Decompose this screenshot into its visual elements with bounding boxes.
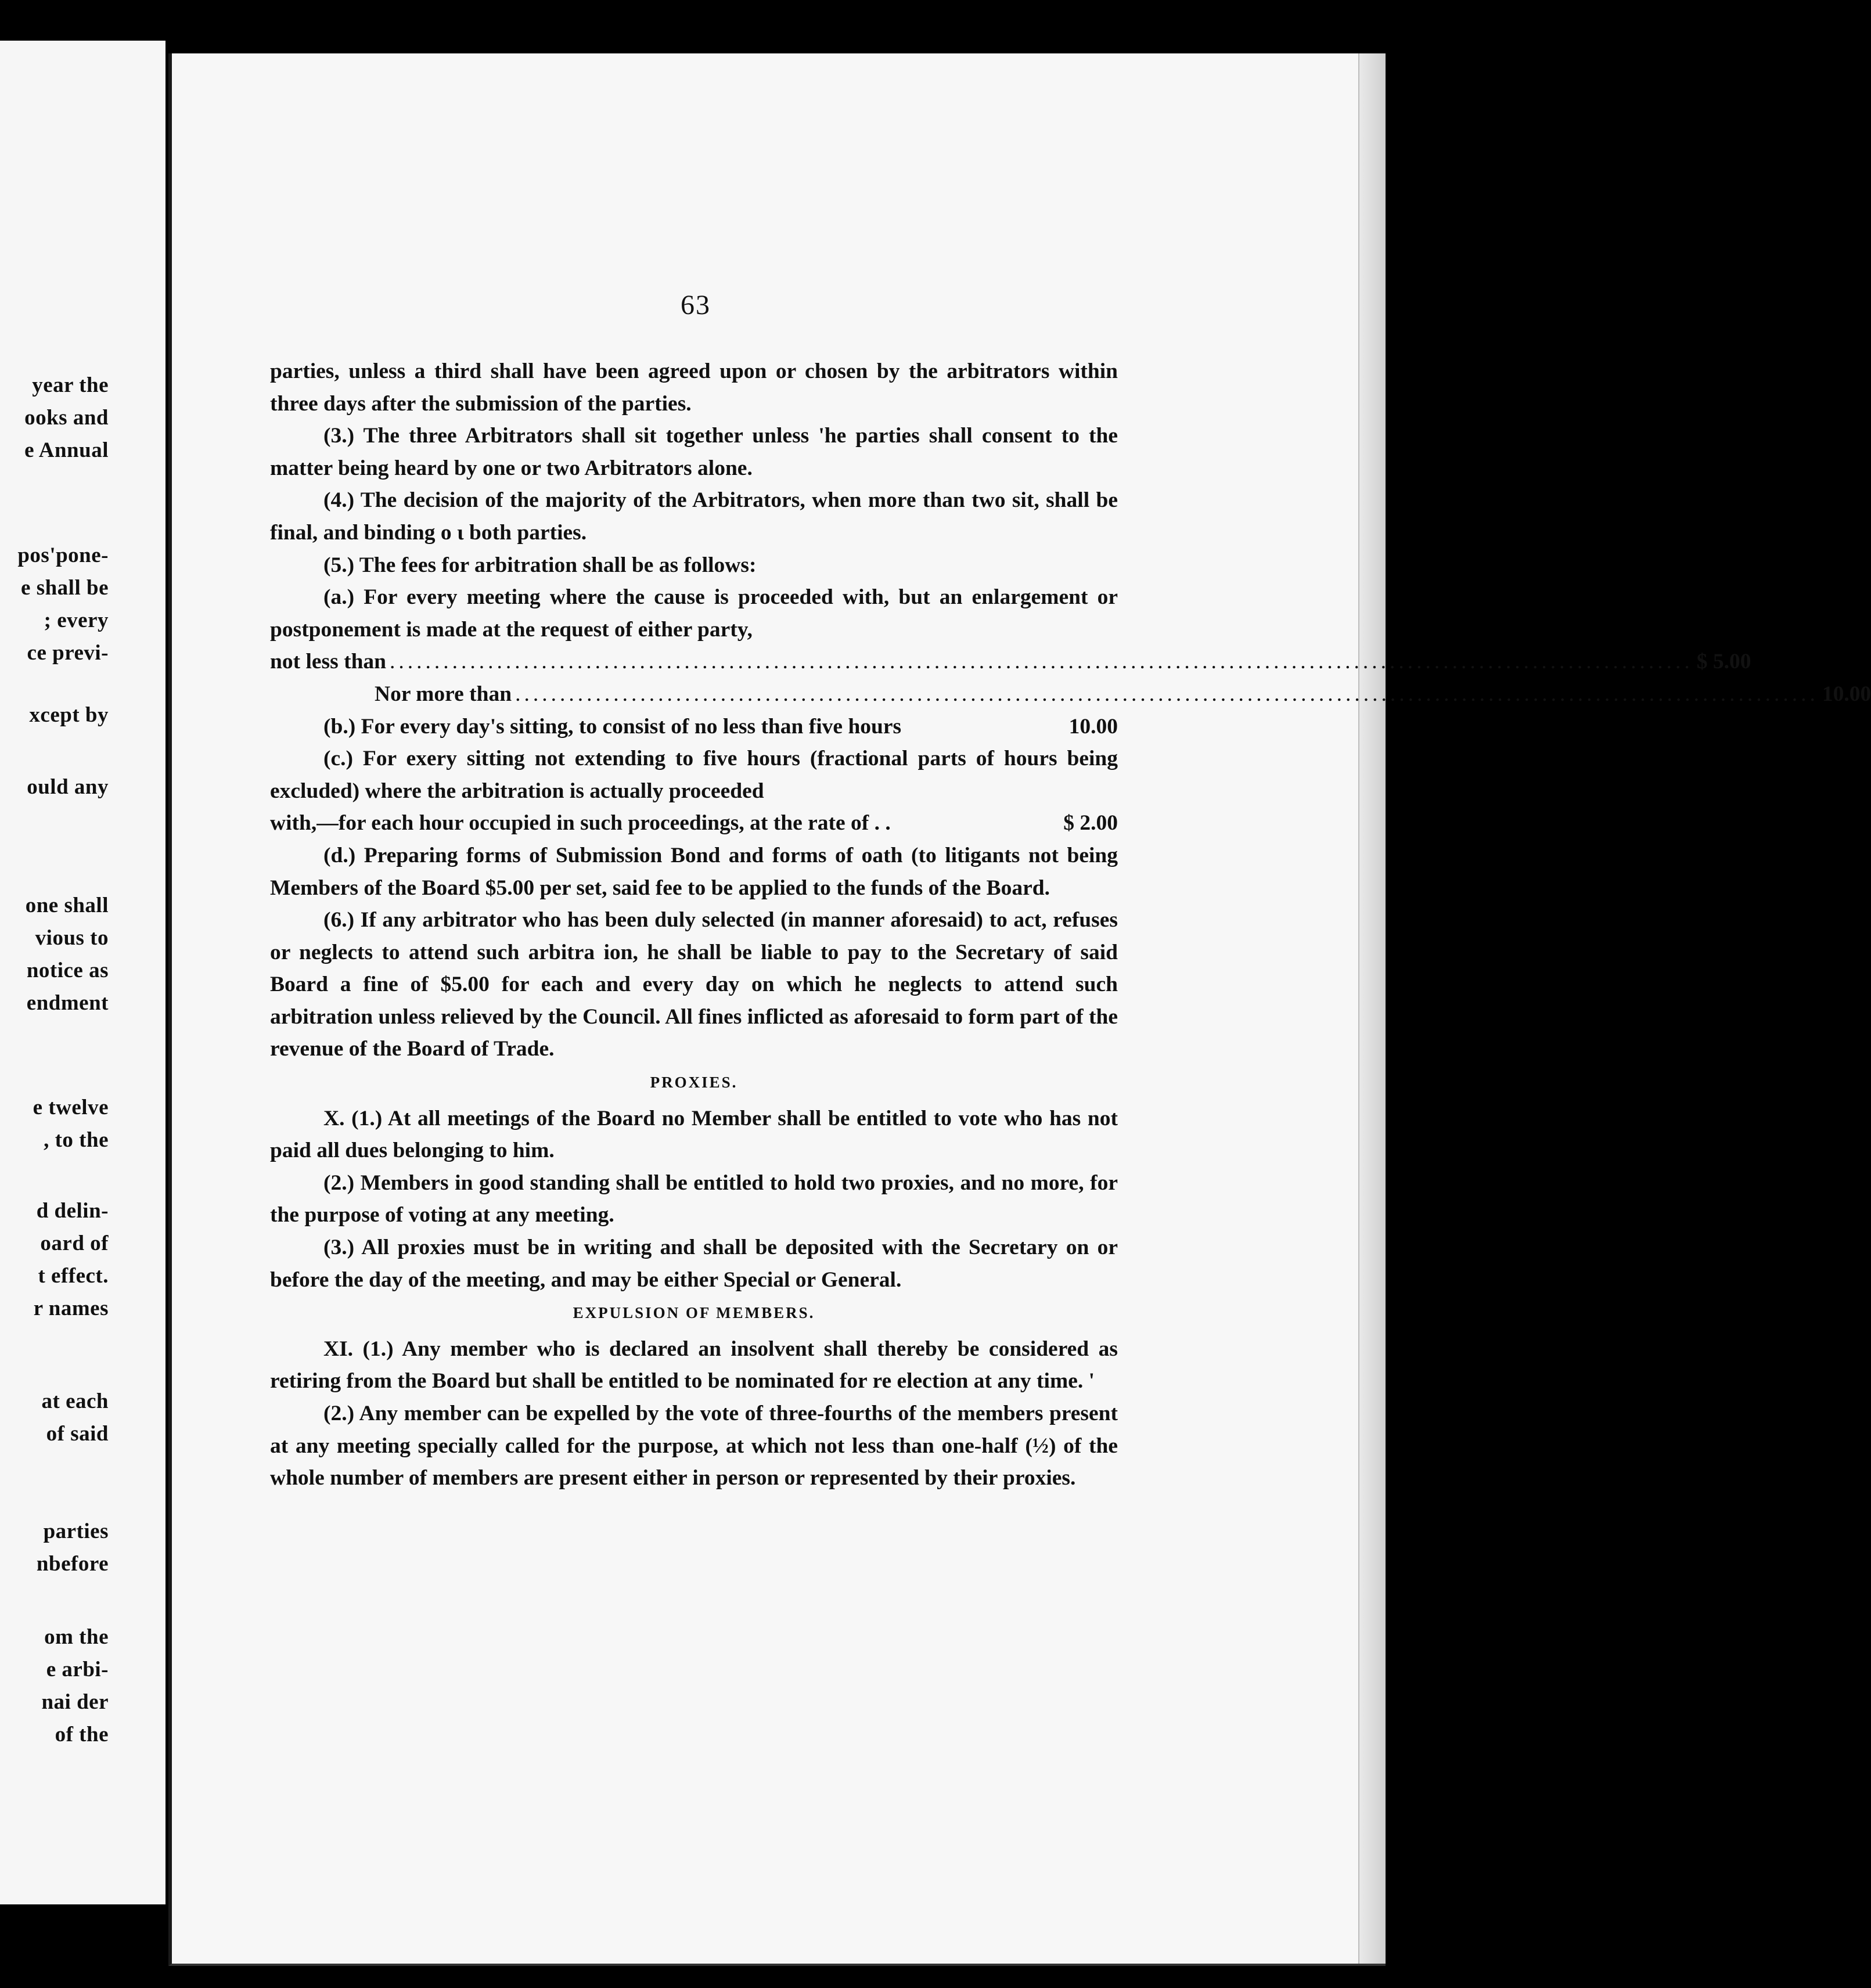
- left-fragment: oard of: [40, 1231, 109, 1255]
- section-heading: EXPULSION OF MEMBERS.: [573, 1304, 815, 1322]
- left-fragment: d delin-: [36, 1199, 109, 1223]
- page-number: 63: [681, 290, 711, 320]
- fee-amount: $ 5.00: [1696, 650, 1751, 674]
- left-facing-page: [0, 41, 167, 1904]
- left-fragment: notice as: [26, 959, 109, 982]
- fee-amount: 10.00: [1822, 682, 1871, 706]
- fee-amount: 10.00: [1068, 714, 1118, 739]
- fee-line: [270, 678, 1871, 711]
- left-fragment: of the: [55, 1723, 109, 1746]
- paragraph: (3.) All proxies must be in writing and shall be deposited with the Secretary on or before the day of the meeting, and may be either Special or General.: [270, 1236, 1118, 1292]
- paragraph: (2.) Members in good standing shall be entitled to hold two proxies, and no more, for the purpose of voting at any meeting.: [270, 1171, 1118, 1227]
- fee-label: not less than: [270, 650, 387, 674]
- fee-line: [270, 646, 1751, 678]
- left-fragment: ; every: [44, 608, 109, 632]
- fee-line: [270, 807, 1118, 840]
- left-fragment: , to the: [44, 1128, 109, 1152]
- section-heading: PROXIES.: [650, 1074, 738, 1092]
- left-fragment: ould any: [27, 775, 109, 799]
- left-fragment: ooks and: [24, 406, 109, 430]
- paragraph: (6.) If any arbitrator who has been duly selected (in manner aforesaid) to act, refuses or neglects to attend such arbitra ion, he shall be liable to pay to the Secretary of said Board a fine of $5.00 for each and every day on which he neglects to attend such arbitration unless relieved by the Council. All fines inflicted as aforesaid to form part of the revenue of the Board of Trade.: [270, 908, 1118, 1061]
- left-fragment: r names: [33, 1296, 109, 1320]
- page-edge: [1358, 53, 1386, 1964]
- fee-label: Nor more than: [375, 682, 512, 706]
- left-fragment: xcept by: [29, 703, 109, 727]
- paragraph: (c.) For exery sitting not extending to five hours (fractional parts of hours being excluded) where the arbitration is actually proceeded: [270, 747, 1118, 803]
- left-fragment: of said: [46, 1422, 109, 1446]
- left-fragment: pos'pone-: [17, 543, 109, 567]
- left-fragment: nai der: [41, 1690, 109, 1714]
- left-fragment: ce previ-: [27, 641, 109, 665]
- leader-dots: ..................................................................................................................................................: [390, 650, 1693, 674]
- left-fragment: e shall be: [21, 576, 109, 600]
- fee-line: [270, 711, 1118, 743]
- left-fragment: e Annual: [24, 438, 109, 462]
- paragraph: (4.) The decision of the majority of the Arbitrators, when more than two sit, shall be final, and binding o ι both parties.: [270, 488, 1118, 545]
- left-fragment: nbefore: [36, 1552, 109, 1576]
- fee-label: (b.) For every day's sitting, to consist of no less than five hours: [323, 714, 902, 739]
- leader-dots: ..................................................................................................................................................: [515, 682, 1819, 706]
- left-fragment: e twelve: [33, 1096, 109, 1119]
- paragraph: XI. (1.) Any member who is declared an insolvent shall thereby be considered as retiring from the Board but shall be entitled to be nominated for re election at any time. ': [270, 1337, 1118, 1393]
- paragraph: (5.) The fees for arbitration shall be as follows:: [323, 553, 757, 577]
- left-fragment: year the: [32, 373, 109, 397]
- left-fragment: e arbi-: [46, 1658, 109, 1681]
- paragraph: (2.) Any member can be expelled by the vote of three-fourths of the members present at any meeting specially called for the purpose, at which not less than one-half (½) of the whole number of members are present either in person or represented by their proxies.: [270, 1402, 1118, 1490]
- left-fragment: t effect.: [38, 1264, 109, 1288]
- fee-amount: $ 2.00: [1063, 811, 1118, 835]
- page-content: [270, 355, 1871, 1494]
- left-fragment: one shall: [25, 894, 109, 917]
- left-fragment: vious to: [35, 926, 109, 950]
- paragraph: (d.) Preparing forms of Submission Bond and forms of oath (to litigants not being Members of the Board $5.00 per set, said fee to be applied to the funds of the Board.: [270, 843, 1118, 900]
- fee-label: with,—for each hour occupied in such proceedings, at the rate of . .: [270, 811, 891, 835]
- left-fragment: at each: [41, 1389, 109, 1413]
- paragraph: parties, unless a third shall have been agreed upon or chosen by the arbitrators within three days after the submission of the parties.: [270, 359, 1118, 416]
- paragraph: X. (1.) At all meetings of the Board no Member shall be entitled to vote who has not paid all dues belonging to him.: [270, 1106, 1118, 1163]
- left-fragment: endment: [26, 991, 109, 1015]
- left-fragment: parties: [43, 1519, 109, 1543]
- paragraph: (a.) For every meeting where the cause is proceeded with, but an enlargement or postponement is made at the request of either party,: [270, 585, 1118, 642]
- left-fragment: om the: [44, 1625, 109, 1649]
- paragraph: (3.) The three Arbitrators shall sit together unless 'he parties shall consent to the matter being heard by one or two Arbitrators alone.: [270, 424, 1118, 480]
